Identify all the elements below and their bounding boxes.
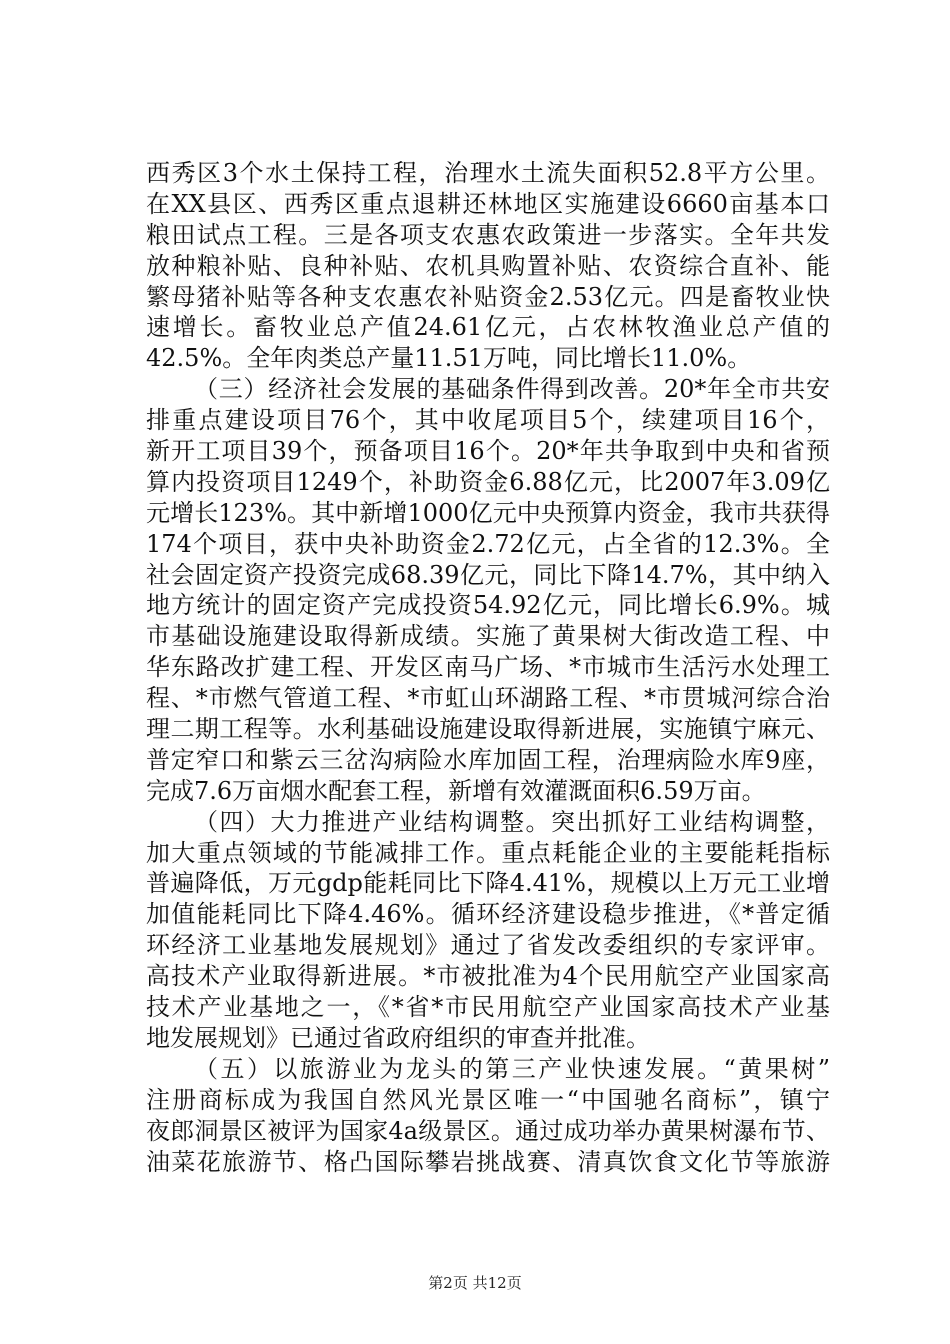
text-line: 高技术产业取得新进展。*市被批准为4个民用航空产业国家高 [146, 962, 830, 991]
text-line: 新开工项目39个，预备项目16个。20*年共争取到中央和省预 [146, 437, 830, 466]
text-line: 174个项目，获中央补助资金2.72亿元，占全省的12.3%。全 [146, 529, 830, 558]
text-line: 42.5%。全年肉类总产量11.51万吨，同比增长11.0%。 [146, 344, 752, 373]
text-line: 注册商标成为我国自然风光景区唯一“中国驰名商标”，镇宁 [146, 1085, 830, 1114]
text-line: 速增长。畜牧业总产值24.61亿元，占农林牧渔业总产值的 [146, 313, 830, 342]
text-line: 市基础设施建设取得新成绩。实施了黄果树大街改造工程、中 [146, 622, 830, 651]
text-line: 排重点建设项目76个，其中收尾项目5个，续建项目16个， [146, 406, 830, 435]
text-line: 加大重点领域的节能减排工作。重点耗能企业的主要能耗指标 [146, 838, 830, 867]
text-line: 华东路改扩建工程、开发区南马广场、*市城市生活污水处理工 [146, 653, 830, 682]
text-line: 粮田试点工程。三是各项支农惠农政策进一步落实。全年共发 [146, 220, 830, 249]
page-number-footer: 第2页 共12页 [428, 1274, 522, 1292]
text-line: 在XX县区、西秀区重点退耕还林地区实施建设6660亩基本口 [146, 189, 830, 218]
text-line: 元增长123%。其中新增1000亿元中央预算内资金，我市共获得 [146, 498, 830, 527]
text-line: 算内投资项目1249个，补助资金6.88亿元，比2007年3.09亿 [146, 467, 830, 496]
text-line: 油菜花旅游节、格凸国际攀岩挑战赛、清真饮食文化节等旅游 [146, 1147, 830, 1176]
text-line: 地方统计的固定资产完成投资54.92亿元，同比增长6.9%。城 [146, 591, 830, 620]
text-line: 普定窄口和紫云三岔沟病险水库加固工程，治理病险水库9座， [146, 745, 830, 774]
text-line: 理二期工程等。水利基础设施建设取得新进展，实施镇宁麻元、 [146, 715, 830, 744]
text-line: 夜郎洞景区被评为国家4a级景区。通过成功举办黄果树瀑布节、 [146, 1116, 830, 1145]
text-line: 西秀区3个水土保持工程，治理水土流失面积52.8平方公里。 [146, 159, 830, 187]
paragraph-heading-line: （三）经济社会发展的基础条件得到改善。20*年全市共安 [194, 375, 830, 404]
text-line: 环经济工业基地发展规划》通过了省发改委组织的专家评审。 [146, 931, 830, 960]
paragraph-heading-line: （五）以旅游业为龙头的第三产业快速发展。“黄果树” [194, 1054, 830, 1083]
body-text [146, 158, 830, 1177]
text-line: 社会固定资产投资完成68.39亿元，同比下降14.7%，其中纳入 [146, 560, 830, 589]
text-line: 普遍降低，万元gdp能耗同比下降4.41%，规模以上万元工业增 [146, 869, 830, 898]
text-line: 技术产业基地之一，《*省*市民用航空产业国家高技术产业基 [146, 993, 830, 1022]
text-line: 完成7.6万亩烟水配套工程，新增有效灌溉面积6.59万亩。 [146, 776, 766, 805]
text-line: 放种粮补贴、良种补贴、农机具购置补贴、农资综合直补、能 [146, 251, 830, 280]
text-line: 地发展规划》已通过省政府组织的审查并批准。 [146, 1023, 650, 1052]
text-line: 加值能耗同比下降4.46%。循环经济建设稳步推进，《*普定循 [146, 900, 830, 929]
text-line: 程、*市燃气管道工程、*市虹山环湖路工程、*市贯城河综合治 [146, 684, 830, 713]
paragraph-heading-line: （四）大力推进产业结构调整。突出抓好工业结构调整， [194, 807, 830, 836]
text-line: 繁母猪补贴等各种支农惠农补贴资金2.53亿元。四是畜牧业快 [146, 282, 830, 311]
